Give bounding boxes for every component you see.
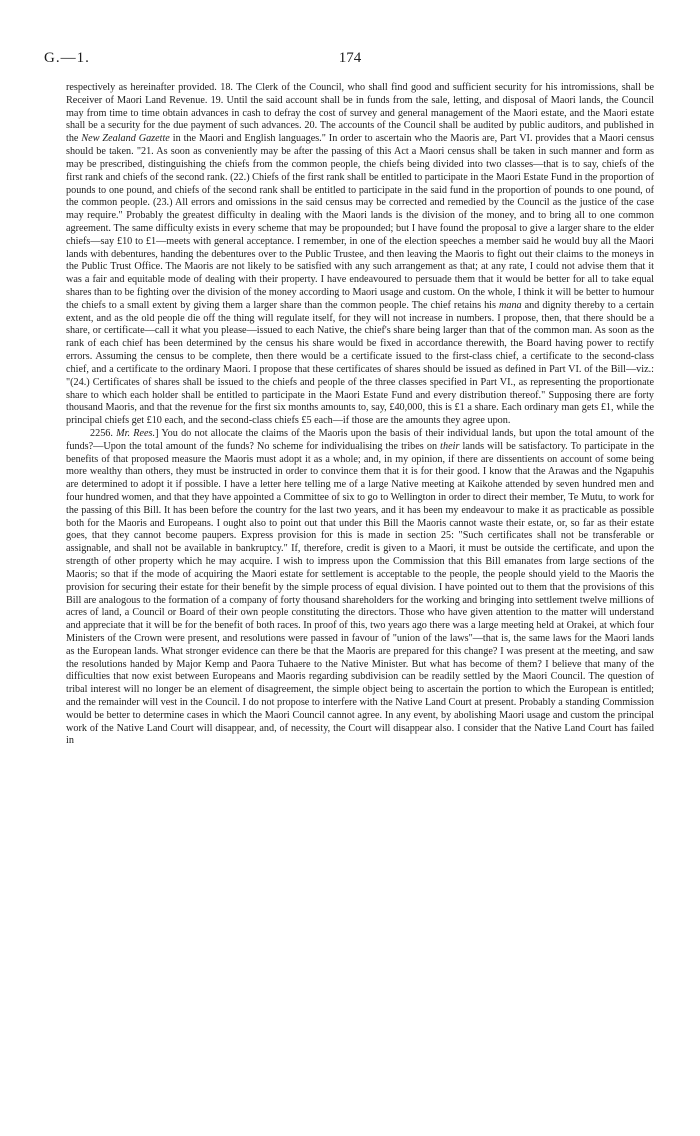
italic-text: mana (499, 299, 522, 311)
paragraph-text: ] You do not allocate the claims of the Maoris upon the basis of their individual lands, but upon the total amount of the funds?—Upon the total amount of the funds? No scheme for individualising the tribes on (66, 427, 654, 452)
italic-text: their (440, 440, 460, 452)
page-body (66, 82, 654, 748)
paragraph-testimony-continued (66, 82, 654, 428)
speaker-name: Mr. Rees. (116, 427, 156, 439)
series-code: G.—1. (44, 50, 90, 66)
paragraph-text: in the Maori and English languages." In order to ascertain who the Maoris are, Part VI. provides that a Maori census should be taken. "21. As soon as conveniently may be after the passing of this Act a Maori census shall be taken in such manner and form as may be prescribed, distinguishing the chiefs from the common people, the chiefs being divided into two classes—that is to say, chiefs of the first rank and chiefs of the second rank. (22.) Chiefs of the first rank shall be entitled to participate in the Maori Estate Fund in the proportion of pounds to one pound, and chiefs of the second rank shall be entitled to participate in the said fund in the proportion of pounds to one pound, of the common people. (23.) All errors and omissions in the said census may be corrected and remedied by the Council as the justice of the case may require." Probably the greatest difficulty in dealing with the Maori lands is the division of the money, and to bring all to one common agreement. The same difficulty exists in every scheme that may be propounded; but I have found the proposal to give a larger share to the elder chiefs—say £10 to £1—meets with general acceptance. I remember, in one of the election speeches a member said he would buy all the Maori lands with debentures, handing the debentures over to the Public Trustee, and then leaving the Maoris to fight out their claims to the moneys in the Public Trust Office. The Maoris are not likely to be satisfied with any such arrangement as that; at any rate, I could not advise them that it was a fair and equitable mode of dealing with their property. I have endeavoured to persuade them that it would be better for all to take equal shares than to be fighting over the division of the money according to Maori usage and custom. On the whole, I think it will be better to humour the chiefs to a small extent by giving them a larger share than the common people. The chief retains his (66, 133, 655, 311)
paragraph-question-2256 (66, 428, 654, 748)
paragraph-text: and dignity thereby to a certain extent, and as the old people die off the thing will regulate itself, for they will not increase in numbers. I propose, then, that there should be a share, or certificate—call it what you please—issued to each Native, the chief's share being larger than that of the common man. As soon as the rank of each chief has been determined by the census his share would be fixed in accordance therewith, the Board having power to rectify errors. Assuming the census to be complete, then there would be a certificate issued to the first-class chief, a certificate to the second-class chief, and a certificate to the ordinary Maori. I propose that these certificates of shares should be issued as defined in Part VI. of the Bill—viz.: "(24.) Certificates of shares shall be issued to the chiefs and people of the three classes specified in Part VI., as representing the proportionate share to which each holder shall be entitled to participate in the Maori Estate Fund and every distribution thereof." Supposing there are forty thousand Maoris, and that the revenue for the first six months amounts to, say, £40,000, this is £1 a share. Each ordinary man gets £1, while the principal chiefs get £10 each, and the second-class chiefs £5 each—if those are the amounts they agree upon. (66, 299, 654, 427)
question-number: 2256. (90, 427, 117, 439)
paragraph-text: respectively as hereinafter provided. 18. The Clerk of the Council, who shall find good and sufficient security for his intromissions, shall be Receiver of Maori Land Revenue. 19. Until the said account shall be in funds from the sale, letting, and disposal of Maori lands, the Council may from time to time obtain advances in cash to defray the cost of survey and general management of the Maori estate, and the Maori estate shall be a security for the due payment of such advances. 20. The accounts of the Council shall be audited by public auditors, and published in the (66, 82, 654, 145)
page-header (44, 50, 656, 72)
paragraph-text: lands will be satisfactory. To participate in the benefits of that proposed measure the Maoris must adopt it as a whole; and, in my opinion, if there are dissentients on account of some being more wealthy than others, they must be instructed in order to convince them that it is for their good. I know that the Arawas and the Ngapuhis are determined to adopt it if possible. I have a letter here telling me of a large Native meeting at Kaikohe attended by seven hundred men and four hundred women, and that they have appointed a Committee of six to go to Wellington in order to direct their member, Te Mutu, to work for the passing of this Bill. It has been before the country for the last two years, and it has been my endeavour to make it as practicable as possible both for the Maoris and Europeans. I ought also to point out that under this Bill the Maoris cannot waste their estate, or, so far as their estate goes, that they cannot become paupers. Express provision for this is made in section 25: "Such certificates shall not be transferable or assignable, and shall not be available in bankruptcy." If, therefore, credit is given to a Maori, it must be outside the certificate, and upon the strength of other property which he may acquire. I wish to impress upon the Commission that this Bill emanates from large sections of the Maoris; so that if the mode of acquiring the Maori estate for settlement is acceptable to the people, the people should yield to the Maoris the provision for securing their estate for their benefit by the simple process of equal division. I have pointed out to them that the provisions of this Bill are analogous to the formation of a company of forty thousand shareholders for the working and bringing into settlement twelve millions of acres of land, a Council or Board of their own people constituting the directors. Those who have given attention to the matter will understand and appreciate that it will be for the benefit of both races. In proof of this, two years ago there was a large meeting held at Orakei, at which four Ministers of the Crown were present, and resolutions were passed in favour of "union of the laws"—that is, the same laws for the Maori lands as the European lands. What stronger evidence can there be that the Maoris are prepared for this change? I was present at the meeting, and saw the resolutions handed by Major Kemp and Paora Tuhaere to the Native Minister. But what has become of them? I believe that many of the difficulties that now exist between Europeans and Maoris regarding subdivision can be readily settled by the Maori Council. The question of tribal interest will no longer be an element of disagreement, the simple object being to ascertain the portion to which the European is entitled; and the remainder will vest in the Council. I do not propose to interfere with the Native Land Court at present. Probably a standing Commission would be better to determine cases in which the Maori Council cannot agree. In any event, by abolishing Maori usage and custom the principal work of the Native Land Court will disappear, and, of necessity, the Court will disappear also. I consider that the Native Land Court has failed in (66, 440, 654, 747)
page-number: 174 (338, 50, 362, 66)
italic-text: New Zealand Gazette (81, 133, 170, 145)
